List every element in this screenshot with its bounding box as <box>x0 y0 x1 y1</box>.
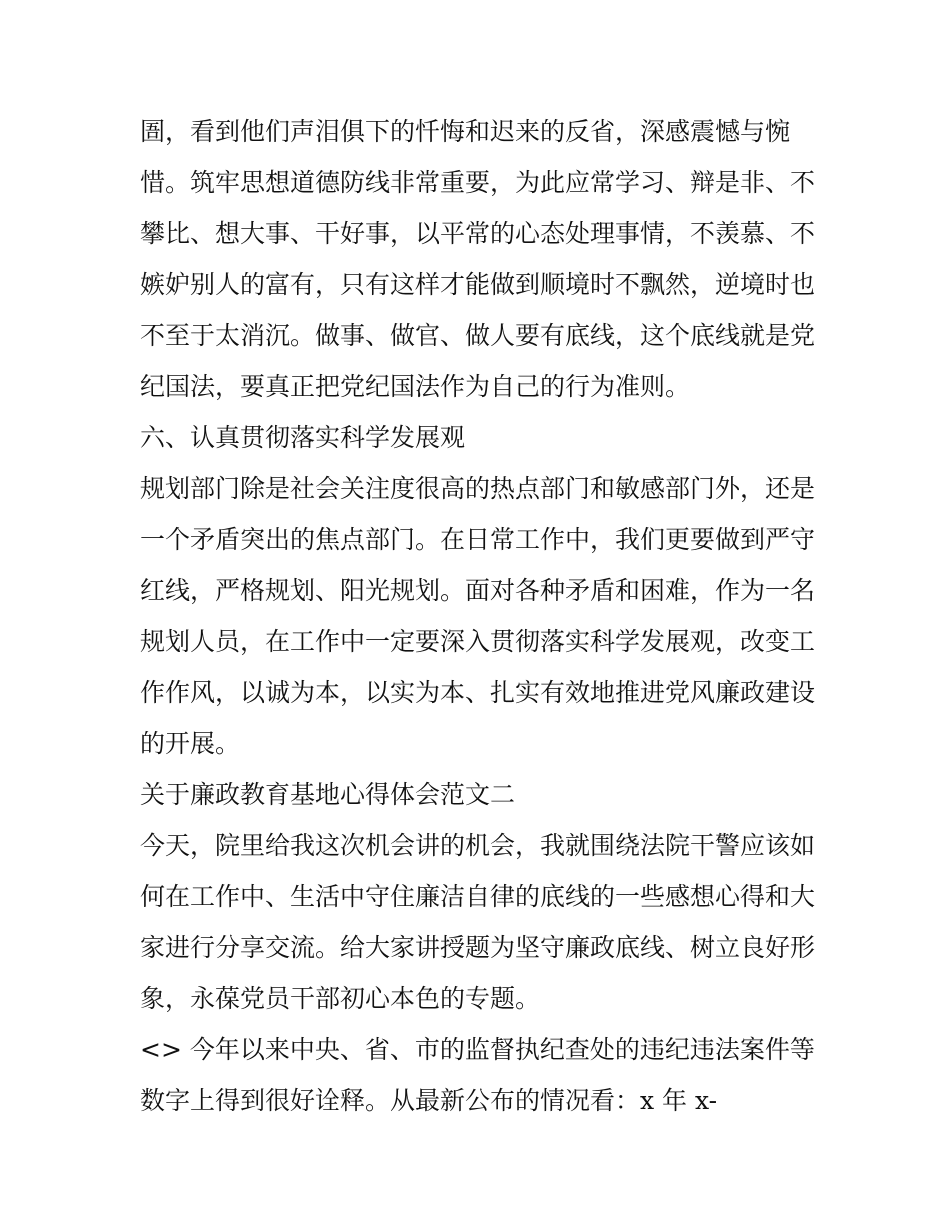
paragraph-line: 攀比、想大事、干好事，以平常的心态处理事情，不羡慕、不 <box>140 219 816 248</box>
paragraph-line: 红线，严格规划、阳光规划。面对各种矛盾和困难，作为一名 <box>140 576 816 605</box>
section-heading: 六、认真贯彻落实科学发展观 <box>140 423 466 452</box>
section-heading: 关于廉政教育基地心得体会范文二 <box>140 780 516 809</box>
paragraph-line: 嫉妒别人的富有，只有这样才能做到顺境时不飘然，逆境时也 <box>140 270 816 299</box>
paragraph-line: 纪国法，要真正把党纪国法作为自己的行为准则。 <box>140 372 691 401</box>
paragraph-line: 今天，院里给我这次机会讲的机会，我就围绕法院干警应该如 <box>140 831 816 860</box>
paragraph-line: 规划部门除是社会关注度很高的热点部门和敏感部门外，还是 <box>140 474 816 503</box>
paragraph-line: <> 今年以来中央、省、市的监督执纪查处的违纪违法案件等 <box>140 1035 815 1064</box>
paragraph-line: 惜。筑牢思想道德防线非常重要，为此应常学习、辩是非、不 <box>140 168 816 197</box>
paragraph-line: 数字上得到很好诠释。从最新公布的情况看：x 年 x- <box>140 1086 718 1115</box>
paragraph-line: 作作风，以诚为本，以实为本、扎实有效地推进党风廉政建设 <box>140 678 816 707</box>
paragraph-line: 一个矛盾突出的焦点部门。在日常工作中，我们更要做到严守 <box>140 525 816 554</box>
paragraph-line: 不至于太消沉。做事、做官、做人要有底线，这个底线就是党 <box>140 321 816 350</box>
paragraph-line: 规划人员，在工作中一定要深入贯彻落实科学发展观，改变工 <box>140 627 816 656</box>
paragraph-line: 家进行分享交流。给大家讲授题为坚守廉政底线、树立良好形 <box>140 933 816 962</box>
paragraph-line: 何在工作中、生活中守住廉洁自律的底线的一些感想心得和大 <box>140 882 816 911</box>
paragraph-line: 象，永葆党员干部初心本色的专题。 <box>140 984 541 1013</box>
paragraph-line: 圄，看到他们声泪俱下的忏悔和迟来的反省，深感震憾与惋 <box>140 117 791 146</box>
document-body <box>140 106 820 1126</box>
paragraph-line: 的开展。 <box>140 729 241 758</box>
